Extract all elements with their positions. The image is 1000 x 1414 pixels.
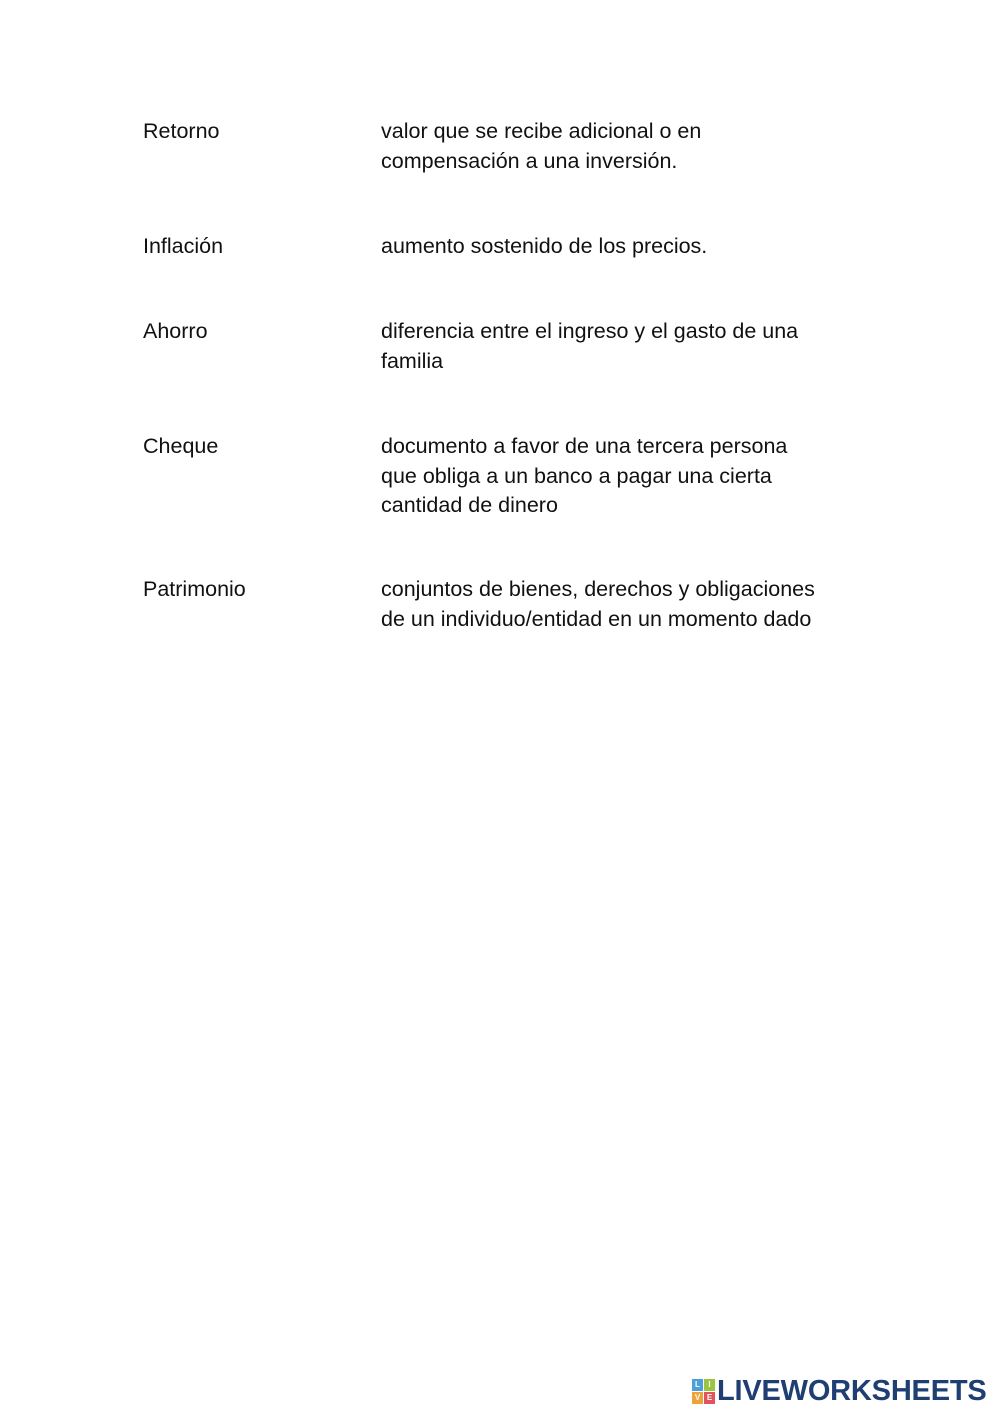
- definition-line: familia: [381, 348, 444, 373]
- definition-line: aumento sostenido de los precios.: [381, 234, 708, 258]
- term-definition: [381, 575, 881, 634]
- definition-line: cantidad de dinero: [381, 493, 558, 517]
- definition-line: conjuntos de bienes, derechos y obligaciones: [381, 577, 815, 601]
- definition-line: valor que se recibe adicional o en: [381, 119, 702, 143]
- term-definition: [381, 232, 881, 262]
- definition-line: diferencia entre el ingreso y el gasto de una: [381, 319, 799, 343]
- term-definition: [381, 117, 881, 176]
- definition-line: que obliga a un banco a pagar una cierta: [381, 463, 772, 488]
- term-label: Patrimonio: [143, 577, 246, 601]
- term-label: Inflación: [143, 234, 224, 258]
- definition-line: de un individuo/entidad en un momento dado: [381, 606, 812, 631]
- term-definition: [381, 432, 881, 521]
- logo-wordmark: LIVEWORKSHEETS: [717, 1374, 987, 1407]
- mark-tile: L: [692, 1379, 703, 1391]
- term-label: Retorno: [143, 119, 220, 143]
- definition-line: documento a favor de una tercera persona: [381, 434, 788, 458]
- liveworksheets-mark-icon: [692, 1379, 715, 1404]
- term-label: Ahorro: [143, 319, 208, 343]
- mark-tile: E: [704, 1392, 715, 1404]
- definition-line: compensación a una inversión.: [381, 148, 678, 173]
- term-label: Cheque: [143, 434, 219, 458]
- mark-tile: V: [692, 1392, 703, 1404]
- term-definition: [381, 317, 881, 376]
- liveworksheets-logo: [692, 1374, 987, 1408]
- mark-tile: I: [704, 1379, 715, 1391]
